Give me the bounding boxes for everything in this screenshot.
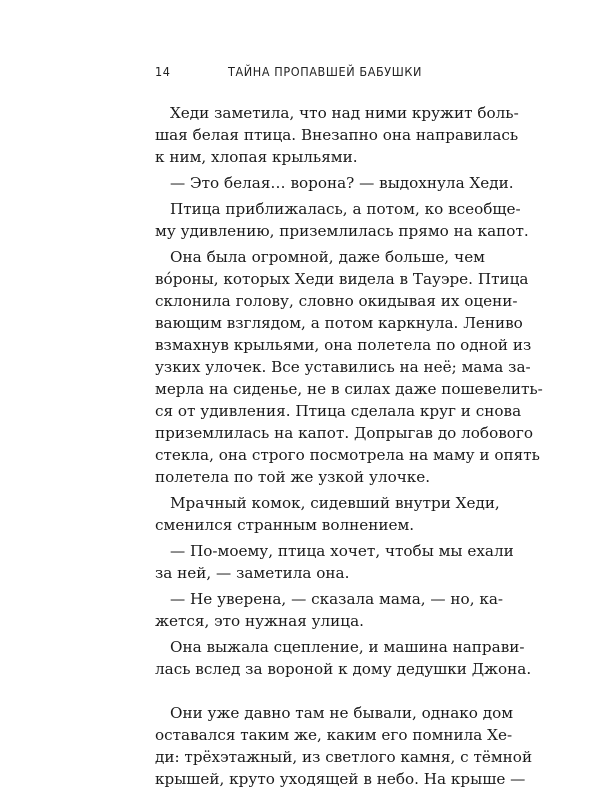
paragraph [155,172,514,194]
page-number: 14 [155,64,171,79]
paragraph [155,198,529,242]
text-line: стекла, она строго посмотрела на маму и опять [155,446,540,464]
text-line: Птица приближалась, а потом, ко всеобще- [170,200,521,218]
paragraph [155,540,514,584]
paragraph [155,492,500,536]
text-line: Хеди заметила, что над ними кружит боль- [170,104,519,122]
text-line: мерла на сиденье, не в силах даже пошевелить- [155,380,543,398]
text-line: жется, это нужная улица. [155,612,364,630]
text-line: — По-моему, птица хочет, чтобы мы ехали [170,542,514,560]
running-head [155,64,485,84]
text-line: взмахнув крыльями, она полетела по одной из [155,336,532,354]
text-line: Мрачный комок, сидевший внутри Хеди, [170,494,500,512]
text-line: — Не уверена, — сказала мама, — но, ка- [170,590,504,608]
text-line: оставался таким же, каким его помнила Хе- [155,726,513,744]
text-line: полетела по той же узкой улочке. [155,468,431,486]
text-line: за ней, — заметила она. [155,564,350,582]
text-line: склонила голову, словно окидывая их оцени- [155,292,518,310]
text-line: крышей, круто уходящей в небо. На крыше — [155,770,526,788]
paragraph [155,636,532,680]
text-line: шая белая птица. Внезапно она направилась [155,126,519,144]
paragraph [155,246,543,488]
text-line: лась вслед за вороной к дому дедушки Джона. [155,660,532,678]
text-line: Они уже давно там не бывали, однако дом [170,704,514,722]
text-line: сменился странным волнением. [155,516,415,534]
text-line: Она выжала сцепление, и машина направи- [170,638,525,656]
body-text [155,102,543,790]
paragraph [155,102,519,168]
book-title: ТАЙНА ПРОПАВШЕЙ БАБУШКИ [228,64,422,79]
text-line: Она была огромной, даже больше, чем [170,248,485,266]
text-line: приземлилась на капот. Допрыгав до лобового [155,424,534,442]
text-line: узких улочек. Все уставились на неё; мама за- [155,358,531,376]
text-line: — Это белая… ворона? — выдохнула Хеди. [170,174,514,192]
paragraph [155,702,533,790]
text-line: вающим взглядом, а потом каркнула. Лениво [155,314,523,332]
text-line: ся от удивления. Птица сделала круг и снова [155,402,522,420]
paragraph [155,588,504,632]
text-line: к ним, хлопая крыльями. [155,148,358,166]
text-line: вóроны, которых Хеди видела в Тауэре. Птица [155,270,529,288]
text-line: ди: трёхэтажный, из светлого камня, с тёмной [155,748,533,766]
text-line: му удивлению, приземлилась прямо на капот. [155,222,529,240]
